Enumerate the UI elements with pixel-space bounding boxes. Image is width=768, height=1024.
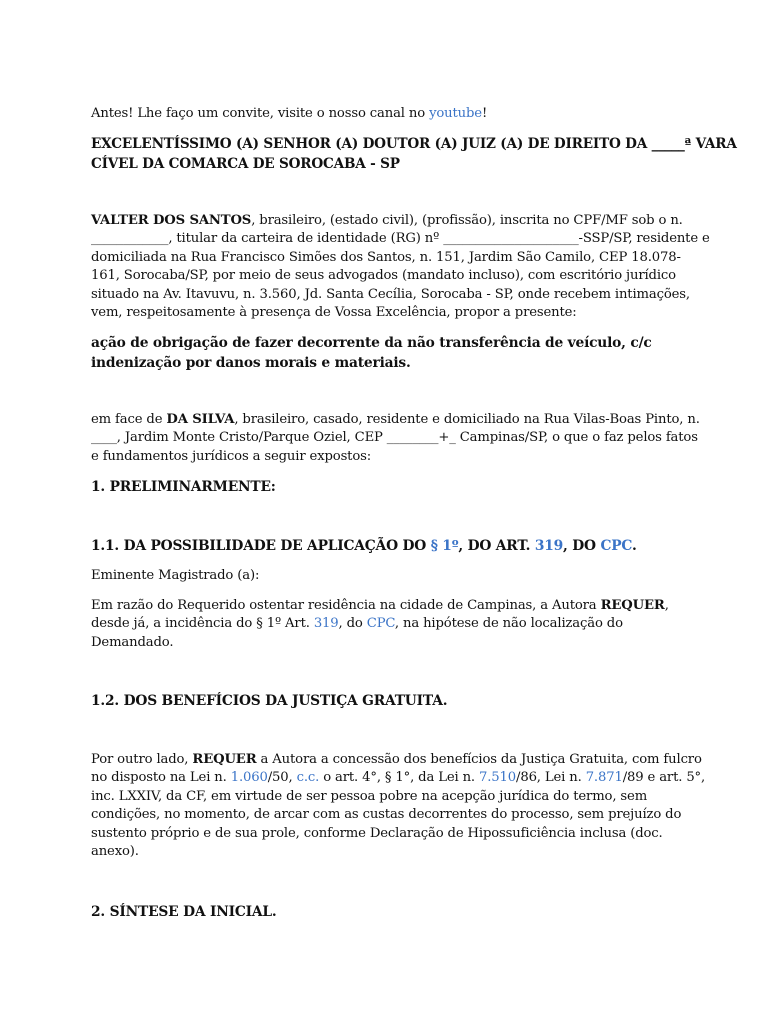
paragraph-1-link[interactable]: § 1º [430,538,459,554]
gratuita-paragraph: Por outro lado, REQUER a Autora a concessão dos benefícios da Justiça Gratuita, com fulcro no disposto na Lei n. 1.060/50, c.c. o art. 4°, § 1°, da Lei n. 7.510/86, Lei n. 7.871/89 e art. 5°, inc. LXXIV, da CF, em virtude de ser pessoa pobre na acepção jurídica do termo, sem condições, no momento, de arcar com as custas decorrentes do processo, sem prejuízo do sustento próprio e de sua prole, conforme Declaração de Hipossuficiência inclusa (doc. anexo). [91,752,706,860]
lei-7510-link[interactable]: 7.510 [479,770,517,786]
defendant-name: DA SILVA [166,412,235,427]
salutation: Eminente Magistrado (a): [91,568,260,583]
cpc-link-2[interactable]: CPC [366,616,395,632]
plaintiff-name: VALTER DOS SANTOS [91,213,252,228]
cc-link[interactable]: c.c. [296,770,320,786]
section-2-heading: 2. SÍNTESE DA INICIAL. [91,904,277,920]
requer-paragraph: Em razão do Requerido ostentar residência na cidade de Campinas, a Autora REQUER, desde já, a incidência do § 1º Art. 319, do CPC, na hipótese de não localização do Demandado. [91,598,669,650]
section-1-1-heading: 1.1. DA POSSIBILIDADE DE APLICAÇÃO DO § 1º, DO ART. 319, DO CPC. [91,538,637,554]
defendant-paragraph: em face de DA SILVA, brasileiro, casado, residente e domiciliado na Rua Vilas-Boas Pinto, n. ____, Jardim Monte Cristo/Parque Oziel, CEP ________+_ Campinas/SP, o que o faz pelos fatos e fundamentos jurídicos a seguir expostos: [91,412,700,464]
art-319-link[interactable]: 319 [534,538,564,554]
intro-line: Antes! Lhe faço um convite, visite o nosso canal no youtube! [91,106,488,121]
court-heading-line-1: EXCELENTÍSSIMO (A) SENHOR (A) DOUTOR (A) JUIZ (A) DE DIREITO DA _____ª VARA [91,136,737,152]
art-319-link-2[interactable]: 319 [313,616,339,632]
youtube-link[interactable]: youtube [429,106,482,121]
cpc-link[interactable]: CPC [600,538,632,554]
court-heading [91,134,737,174]
plaintiff-paragraph: VALTER DOS SANTOS, brasileiro, (estado civil), (profissão), inscrita no CPF/MF sob o n. ____________, titular da carteira de identidade (RG) nº _____________________-SSP/SP, residente e domiciliada na Rua Francisco Simões dos Santos, n. 151, Jardim São Camilo, CEP 18.078- 161, Sorocaba/SP, por meio de seus advogados (mandato incluso), com escritório jurídico situado na Av. Itavuvu, n. 3.560, Jd. Santa Cecília, Sorocaba - SP, onde recebem intimações, vem, respeitosamente à presença de Vossa Excelência, propor a presente: [91,213,710,321]
section-1-heading: 1. PRELIMINARMENTE: [91,479,276,495]
lei-1060-link[interactable]: 1.060 [230,770,268,786]
action-title: ação de obrigação de fazer decorrente da não transferência de veículo, c/c indenização por danos morais e materiais. [91,335,652,371]
court-heading-line-2: CÍVEL DA COMARCA DE SOROCABA - SP [91,156,400,172]
lei-7871-link[interactable]: 7.871 [585,770,623,786]
intro-paragraph [91,105,681,123]
section-1-2-heading: 1.2. DOS BENEFÍCIOS DA JUSTIÇA GRATUITA. [91,693,448,709]
